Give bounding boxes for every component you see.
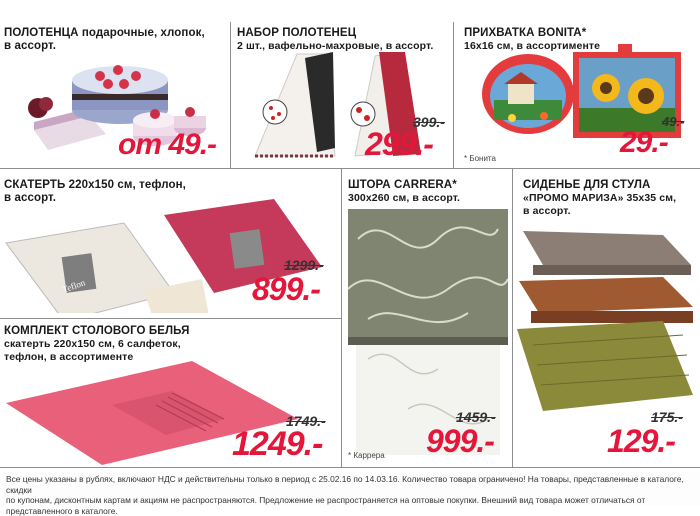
footnote: * Каррера [348, 451, 385, 460]
product-subtitle: 16x16 см, в ассортименте [464, 40, 601, 52]
product-subtitle: в ассорт. [4, 40, 57, 52]
product-old-price: 1459.- [456, 409, 496, 425]
product-towel-set[interactable] [231, 0, 453, 168]
product-price: 1249.- [232, 425, 323, 463]
product-title: СКАТЕРТЬ 220x150 см, тефлон, [4, 179, 186, 191]
product-subtitle: скатерть 220x150 см, 6 салфеток, [4, 338, 181, 350]
product-old-price: 175.- [651, 409, 683, 425]
product-old-price: 49.- [662, 114, 685, 129]
product-price: 299.- [365, 126, 433, 162]
product-old-price: 1749.- [286, 413, 326, 429]
product-title: ПРИХВАТКА BONITA* [464, 27, 587, 39]
product-curtain[interactable] [342, 169, 512, 467]
footer-line-2: по купонам, дисконтным картам и акциям не распространяются. Предложение не распространяется на оптовые покупки. Внешний вид товара может отличаться от представленного в каталоге. [6, 495, 646, 516]
product-title: КОМПЛЕКТ СТОЛОВОГО БЕЛЬЯ [4, 325, 190, 337]
product-subtitle-2: тефлон, в ассортименте [4, 351, 134, 363]
product-price: от 49.- [118, 128, 217, 161]
product-subtitle: 300x260 см, в ассорт. [348, 192, 461, 204]
chair-seat-image [513, 225, 693, 425]
divider [0, 467, 700, 468]
product-price: 899.- [252, 271, 320, 307]
footer-line-1: Все цены указаны в рублях, включают НДС и действительны только в период с 25.02.16 по 14.03.16. Количество товара ограничено! На товары, представленные в каталоге, скидки [6, 474, 684, 495]
product-subtitle: в ассорт. [4, 192, 57, 204]
teflon-label: Teflon [60, 277, 87, 295]
product-old-price: 399.- [413, 114, 445, 130]
product-towel-cake[interactable] [0, 0, 230, 168]
footnote: * Бонита [464, 154, 496, 163]
product-title: ПОЛОТЕНЦА подарочные, хлопок, [4, 27, 205, 39]
product-price: 129.- [607, 423, 675, 459]
product-subtitle-2: в ассорт. [523, 205, 571, 217]
product-subtitle: «ПРОМО МАРИЗА» 35x35 см, [523, 192, 677, 204]
product-table-linen-set[interactable] [0, 319, 341, 467]
product-title: СИДЕНЬЕ ДЛЯ СТУЛА [523, 179, 651, 191]
product-potholder[interactable] [454, 0, 700, 168]
product-chair-seat[interactable] [513, 169, 700, 467]
footer-disclaimer [6, 474, 696, 516]
product-price: 29.- [620, 126, 668, 159]
product-title: ШТОРА CARRERA* [348, 179, 457, 191]
product-old-price: 1299.- [284, 257, 324, 273]
product-price: 999.- [426, 423, 494, 459]
product-subtitle: 2 шт., вафельно-махровые, в ассорт. [237, 40, 434, 52]
product-title: НАБОР ПОЛОТЕНЕЦ [237, 27, 357, 39]
product-tablecloth[interactable] [0, 169, 341, 318]
